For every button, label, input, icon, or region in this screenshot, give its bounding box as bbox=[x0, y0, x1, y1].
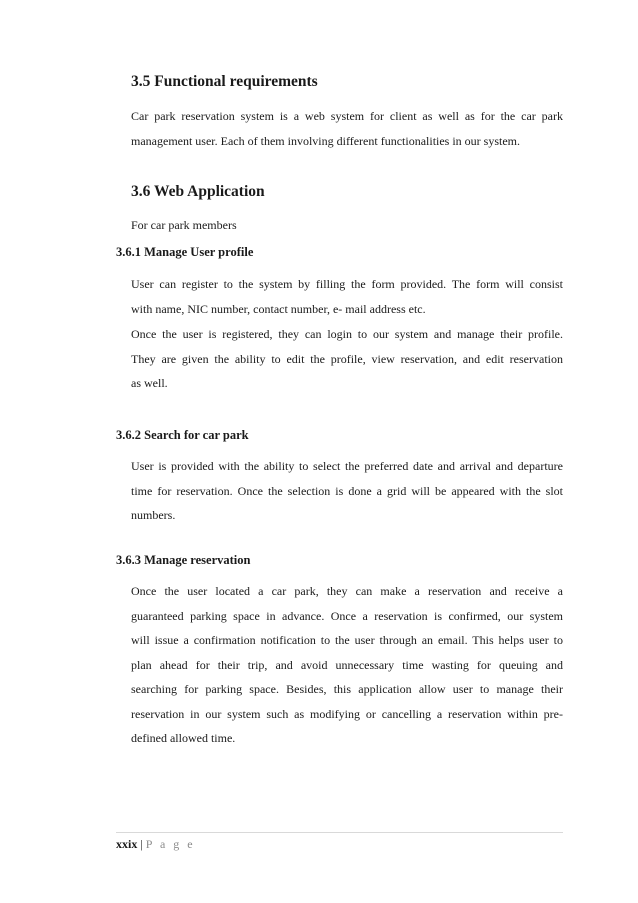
text-line: User can register to the system by filling the form provided. The form will consist bbox=[131, 277, 563, 291]
text-line: reservation in our system such as modifying or cancelling a reservation within pre- bbox=[131, 706, 563, 721]
paragraph-3-6-1-b bbox=[131, 322, 563, 396]
paragraph-3-6-2 bbox=[131, 454, 563, 528]
text-line: Once the user located a car park, they can make a reservation and receive a bbox=[131, 584, 563, 598]
text-line: Car park reservation system is a web system for client as well as for the car park bbox=[131, 109, 563, 123]
page-label: P a g e bbox=[145, 837, 196, 851]
text-line: defined allowed time. bbox=[131, 731, 236, 745]
paragraph-3-6-3 bbox=[131, 579, 563, 751]
subsection-heading-3-6-3: 3.6.3 Manage reservation bbox=[116, 553, 251, 567]
section-heading-3-5: 3.5 Functional requirements bbox=[131, 73, 318, 90]
page-footer bbox=[116, 837, 195, 852]
text-line: management user. Each of them involving different functionalities in our system. bbox=[131, 133, 521, 148]
section-heading-3-6: 3.6 Web Application bbox=[131, 183, 265, 200]
text-line: as well. bbox=[131, 376, 168, 390]
paragraph-3-6-1-a bbox=[131, 272, 563, 321]
text-line: plan ahead for their trip, and avoid unnecessary time wasting for queuing and bbox=[131, 657, 563, 672]
text-line: They are given the ability to edit the profile, view reservation, and edit reservation bbox=[131, 351, 563, 366]
text-line: time for reservation. Once the selection is done a grid will be appeared with the slot bbox=[131, 483, 563, 498]
text-line: guaranteed parking space in advance. Once a reservation is confirmed, our system bbox=[131, 608, 563, 623]
subsection-heading-3-6-2: 3.6.2 Search for car park bbox=[116, 428, 249, 442]
page-number: xxix bbox=[116, 837, 138, 851]
text-line: with name, NIC number, contact number, e- mail address etc. bbox=[131, 301, 426, 316]
footer-separator: | bbox=[140, 837, 143, 851]
text-line: numbers. bbox=[131, 508, 176, 522]
text-line: searching for parking space. Besides, this application allow user to manage their bbox=[131, 682, 563, 696]
text-line: User is provided with the ability to select the preferred date and arrival and departure bbox=[131, 459, 563, 473]
text-line: will issue a confirmation notification to the user through an email. This helps user to bbox=[131, 633, 563, 647]
paragraph-3-5 bbox=[131, 104, 563, 153]
text-line: Once the user is registered, they can login to our system and manage their profile. bbox=[131, 327, 563, 341]
intro-text-3-6: For car park members bbox=[131, 218, 237, 232]
subsection-heading-3-6-1: 3.6.1 Manage User profile bbox=[116, 245, 254, 259]
footer-divider bbox=[116, 832, 563, 833]
